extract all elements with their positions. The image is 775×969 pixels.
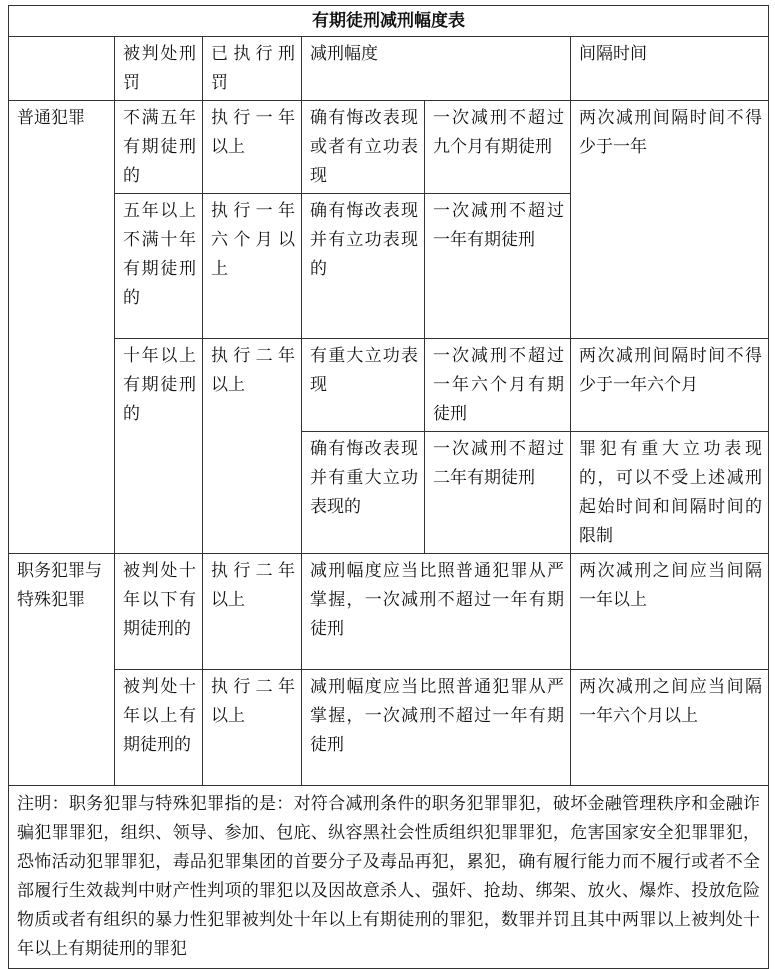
cell-served: 执行二年以上	[203, 670, 302, 786]
cell-sentence: 被判处十年以上有期徒刑的	[115, 670, 203, 786]
cell-sentence: 十年以上有期徒刑的	[115, 339, 203, 554]
title-row	[9, 6, 769, 37]
cell-interval: 两次减刑之间应当间隔一年以上	[571, 554, 769, 670]
cell-condition: 确有悔改表现或者有立功表现	[302, 101, 425, 194]
header-interval: 间隔时间	[571, 37, 769, 101]
table-row	[9, 101, 769, 194]
cell-range: 减刑幅度应当比照普通犯罪从严掌握，一次减刑不超过一年有期徒刑	[302, 554, 571, 670]
cell-reduction: 一次减刑不超过九个月有期徒刑	[425, 101, 571, 194]
document	[8, 5, 768, 969]
header-served: 已执行刑罚	[203, 37, 302, 101]
cell-range: 减刑幅度应当比照普通犯罪从严掌握，一次减刑不超过一年有期徒刑	[302, 670, 571, 786]
table-title: 有期徒刑减刑幅度表	[9, 6, 769, 37]
cell-interval: 两次减刑间隔时间不得少于一年六个月	[571, 339, 769, 432]
cell-condition: 确有悔改表现并有立功表现的	[302, 194, 425, 339]
cell-interval: 两次减刑之间应当间隔一年六个月以上	[571, 670, 769, 786]
cell-served: 执行二年以上	[203, 554, 302, 670]
note-row	[9, 786, 769, 969]
cell-sentence: 五年以上不满十年有期徒刑的	[115, 194, 203, 339]
cell-reduction: 一次减刑不超过一年有期徒刑	[425, 194, 571, 339]
cell-served: 执行一年以上	[203, 101, 302, 194]
header-sentence: 被判处刑罚	[115, 37, 203, 101]
cell-interval: 两次减刑间隔时间不得少于一年	[571, 101, 769, 339]
cell-sentence: 不满五年有期徒刑的	[115, 101, 203, 194]
cell-sentence: 被判处十年以下有期徒刑的	[115, 554, 203, 670]
category-ordinary: 普通犯罪	[9, 101, 115, 554]
category-special: 职务犯罪与特殊犯罪	[9, 554, 115, 786]
header-empty	[9, 37, 115, 101]
table-note: 注明：职务犯罪与特殊犯罪指的是：对符合减刑条件的职务犯罪罪犯，破坏金融管理秩序和金融诈骗犯罪罪犯，组织、领导、参加、包庇、纵容黑社会性质组织犯罪罪犯，危害国家安全犯罪罪犯，恐怖活动犯罪罪犯，毒品犯罪集团的首要分子及毒品再犯，累犯，确有履行能力而不履行或者不全部履行生效裁判中财产性判项的罪犯以及因故意杀人、强奸、抢劫、绑架、放火、爆炸、投放危险物质或者有组织的暴力性犯罪被判处十年以上有期徒刑的罪犯，数罪并罚且其中两罪以上被判处十年以上有期徒刑的罪犯	[9, 786, 769, 969]
table-row	[9, 670, 769, 786]
cell-reduction: 一次减刑不超过二年有期徒刑	[425, 432, 571, 554]
table-row	[9, 339, 769, 432]
table-row	[9, 554, 769, 670]
cell-served: 执行一年六个月以上	[203, 194, 302, 339]
header-row	[9, 37, 769, 101]
cell-interval: 罪犯有重大立功表现的，可以不受上述减刑起始时间和间隔时间的限制	[571, 432, 769, 554]
cell-condition: 有重大立功表现	[302, 339, 425, 432]
cell-condition: 确有悔改表现并有重大立功表现的	[302, 432, 425, 554]
header-range: 减刑幅度	[302, 37, 571, 101]
sentence-reduction-table	[8, 5, 769, 969]
cell-reduction: 一次减刑不超过一年六个月有期徒刑	[425, 339, 571, 432]
cell-served: 执行二年以上	[203, 339, 302, 554]
